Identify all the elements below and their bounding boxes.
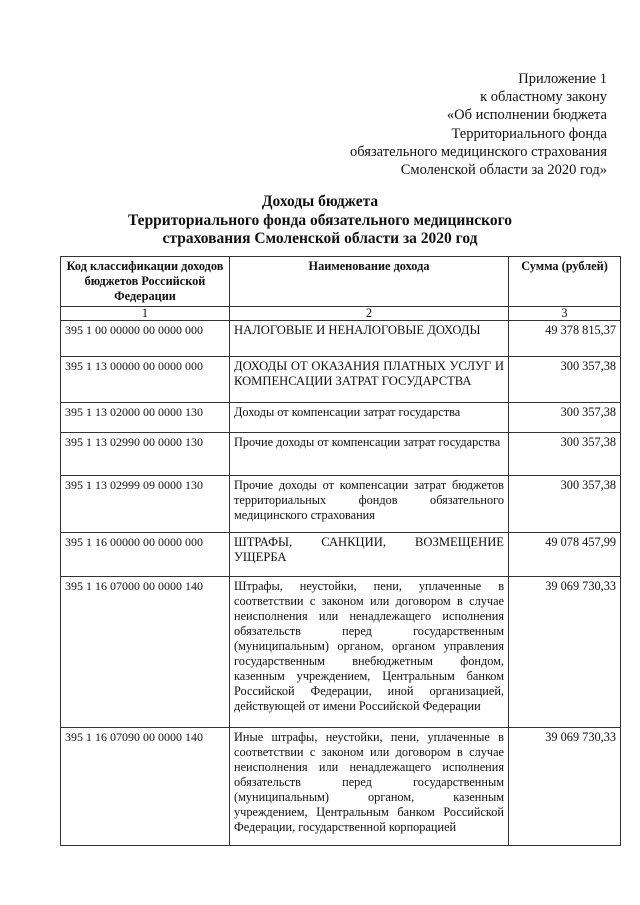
row-code: 395 1 13 00000 00 0000 000 — [61, 357, 230, 403]
row-amount: 49 378 815,37 — [509, 321, 621, 357]
table-row — [61, 433, 621, 476]
header-code: Код классификации доходов бюджетов Российской Федерации — [61, 257, 230, 307]
row-code: 395 1 00 00000 00 0000 000 — [61, 321, 230, 357]
table-header-row — [61, 257, 621, 307]
row-code: 395 1 16 00000 00 0000 000 — [61, 533, 230, 577]
table-row — [61, 533, 621, 577]
row-amount: 300 357,38 — [509, 476, 621, 533]
row-code: 395 1 13 02990 00 0000 130 — [61, 433, 230, 476]
title-line: Территориального фонда обязательного медицинского — [127, 211, 513, 229]
header-amount: Сумма (рублей) — [509, 257, 621, 307]
row-name: НАЛОГОВЫЕ И НЕНАЛОГОВЫЕ ДОХОДЫ — [230, 321, 509, 357]
column-number: 3 — [509, 307, 621, 321]
document-title — [0, 193, 640, 249]
row-name: ДОХОДЫ ОТ ОКАЗАНИЯ ПЛАТНЫХ УСЛУГ И КОМПЕНСАЦИИ ЗАТРАТ ГОСУДАРСТВА — [230, 357, 509, 403]
table-row — [61, 321, 621, 357]
annex-line: к областному закону — [480, 89, 607, 106]
income-table — [60, 256, 621, 846]
column-number-row — [61, 307, 621, 321]
table-row — [61, 403, 621, 433]
row-name: Прочие доходы от компенсации затрат бюджетов территориальных фондов обязательного медицинского страхования — [230, 476, 509, 533]
table-row — [61, 577, 621, 728]
row-name: Штрафы, неустойки, пени, уплаченные в соответствии с законом или договором в случае неисполнения или ненадлежащего исполнения обязательств перед государственным (муниципальным) органом, органом управления государственным внебюджетным фондом, казенным учреждением, Центральным банком Российской Федерации, иной организацией, действующей от имени Российской Федерации — [230, 577, 509, 728]
row-name: Доходы от компенсации затрат государства — [230, 403, 509, 433]
annex-line: Приложение 1 — [518, 71, 607, 87]
table-row — [61, 728, 621, 846]
row-amount: 300 357,38 — [509, 357, 621, 403]
annex-line: Смоленской области за 2020 год» — [400, 162, 607, 179]
row-amount: 39 069 730,33 — [509, 577, 621, 728]
title-line: страхования Смоленской области за 2020 год — [162, 230, 478, 247]
row-code: 395 1 16 07090 00 0000 140 — [61, 728, 230, 846]
row-code: 395 1 13 02000 00 0000 130 — [61, 403, 230, 433]
row-code: 395 1 16 07000 00 0000 140 — [61, 577, 230, 728]
annex-line: «Об исполнении бюджета — [446, 107, 607, 124]
row-name: ШТРАФЫ, САНКЦИИ, ВОЗМЕЩЕНИЕ УЩЕРБА — [230, 533, 509, 577]
title-line: Доходы бюджета — [261, 193, 379, 210]
row-name: Иные штрафы, неустойки, пени, уплаченные в соответствии с законом или договором в случае неисполнения или ненадлежащего исполнения обязательств перед государственным (муниципальным) органом, казенным учреждением, Центральным банком Российской Федерации, государственной корпорацией — [230, 728, 509, 846]
annex-reference — [350, 70, 607, 179]
row-amount: 49 078 457,99 — [509, 533, 621, 577]
table-row — [61, 357, 621, 403]
table-row — [61, 476, 621, 533]
row-amount: 39 069 730,33 — [509, 728, 621, 846]
header-name: Наименование дохода — [230, 257, 509, 307]
annex-line: обязательного медицинского страхования — [350, 143, 607, 160]
row-amount: 300 357,38 — [509, 433, 621, 476]
column-number: 2 — [230, 307, 509, 321]
row-name: Прочие доходы от компенсации затрат государства — [230, 433, 509, 476]
column-number: 1 — [61, 307, 230, 321]
row-amount: 300 357,38 — [509, 403, 621, 433]
annex-line: Территориального фонда — [451, 125, 607, 142]
row-code: 395 1 13 02999 09 0000 130 — [61, 476, 230, 533]
